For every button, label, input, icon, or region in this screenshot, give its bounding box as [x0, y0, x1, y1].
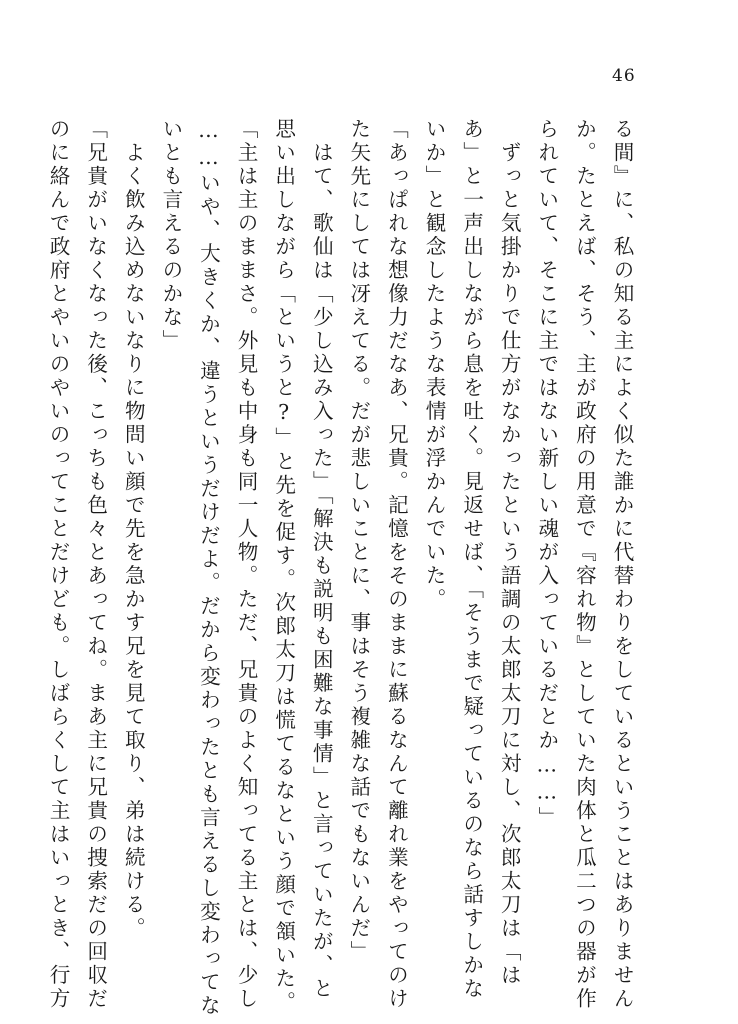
text-line: 思い出しながら「というと?」と先を促す。次郎太刀は慌てるなという顔で頷いた。 [271, 118, 296, 1015]
text-line: よく飲み込めないなりに物問い顔で先を急かす兄を見て取り、弟は続ける。 [121, 118, 146, 941]
text-line: ……いや、大きくか、違うというだけだよ。だから変わったとも言えるし変わってな [196, 118, 221, 1018]
text-line: た矢先にしては冴えてる。だが悲しいことに、事はそう複雑な話でもないんだ」 [346, 118, 371, 964]
page-number: 46 [612, 66, 636, 86]
text-line: 「兄貴がいなくなった後、こっちも色々とあってね。まあ主に兄貴の捜索だの回収だ [83, 118, 108, 1011]
text-line: か。たとえば、そう、主が政府の用意で『容れ物』としていた肉体と瓜二つの器が作 [572, 118, 597, 1011]
text-line: あ」と一声出しながら息を吐く。見返せば、「そうまで疑っているのなら話すしかな [459, 118, 484, 1001]
text-line: る間』に、私の知る主によく似た誰かに代替わりをしているということはありません [610, 118, 634, 1011]
text-line: いか」と観念したような表情が浮かんでいた。 [422, 118, 447, 612]
text-line: 「あっぱれな想像力だなあ、兄貴。記憶をそのままに蘇るなんて離れ業をやってのけ [384, 118, 409, 1011]
text-line: はて、歌仙は「少し込み入った」「解決も説明も困難な事情」と言っていたが、と [309, 118, 334, 1001]
text-line: られていて、そこに主ではない新しい魂が入っているだとか……」 [534, 118, 559, 830]
text-line: のに絡んで政府とやいのやいのってことだけども。しばらくして主はいっとき、行方 [46, 118, 71, 1011]
text-line: 「主は主のままさ。外見も中身も同一人物。ただ、兄貴のよく知ってる主とは、少し [234, 118, 259, 1011]
body-text [46, 118, 640, 1018]
text-line: いとも言えるのかな」 [158, 118, 183, 353]
text-line: ずっと気掛かりで仕方がなかったという語調の太郎太刀に対し、次郎太刀は「は [497, 118, 522, 988]
